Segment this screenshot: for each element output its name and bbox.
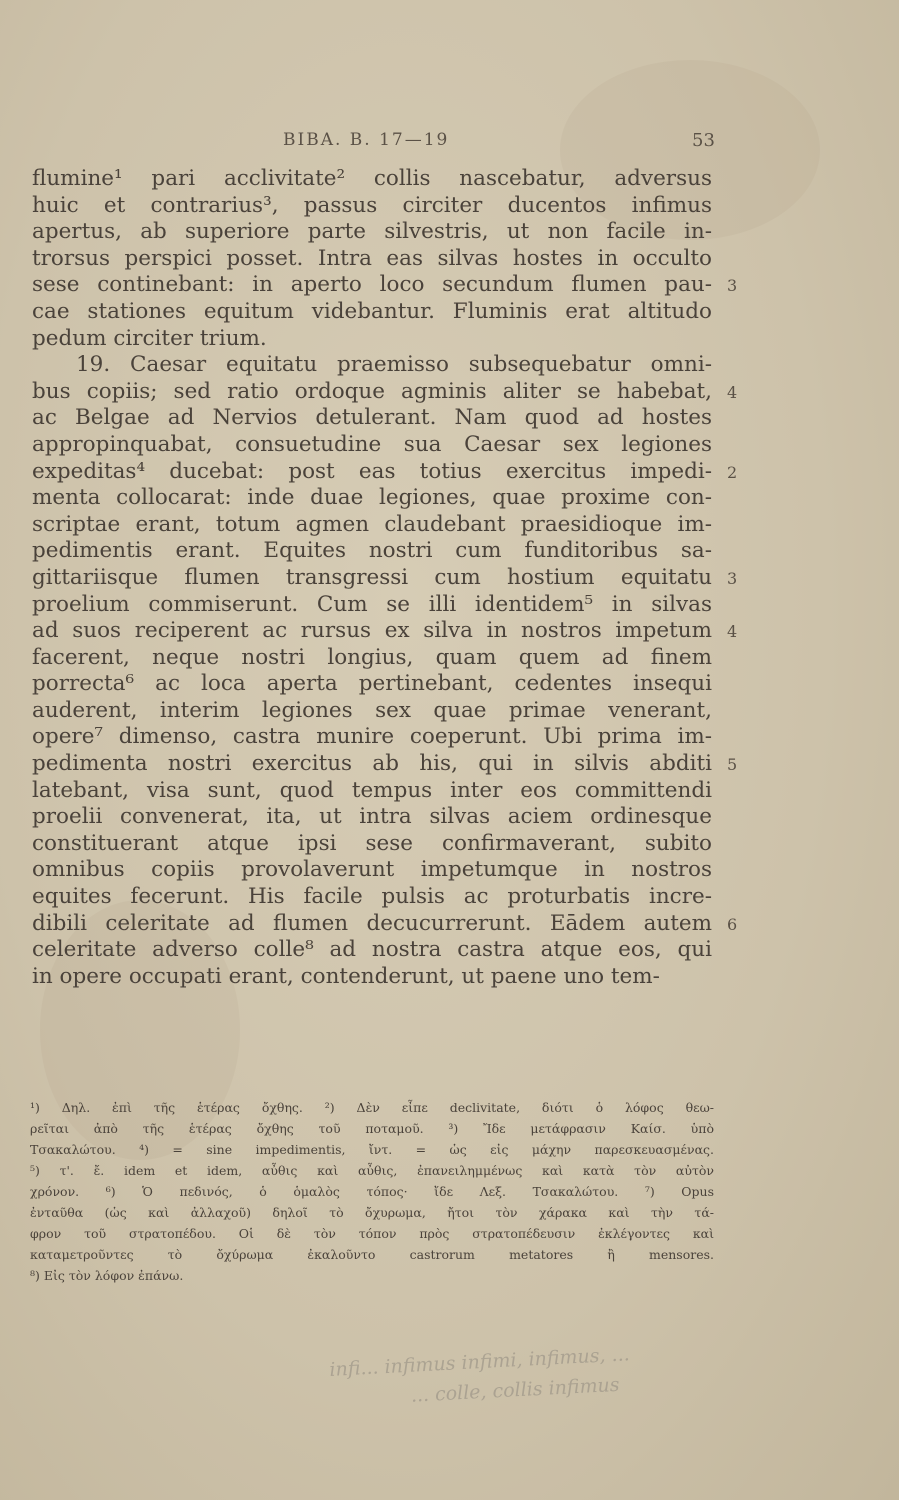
- main-text: [32, 166, 712, 990]
- handwriting-line-1: infi... infimus infimi, infimus, ...: [328, 1343, 631, 1381]
- footnote-line: ἐνταῦθα (ὡς καὶ ἀλλαχοῦ) δηλοῖ τὸ ὄχυρωμα, ἤτοι τὸν χάρακα καὶ τὴν τά-: [30, 1205, 714, 1220]
- text-line: in opere occupati erant, contenderunt, ut paene uno tem-: [32, 963, 660, 989]
- text-line: facerent, neque nostri longius, quam quem ad finem: [32, 644, 712, 670]
- text-line: constituerant atque ipsi sese confirmaverant, subito: [32, 830, 712, 856]
- text-line: pedimentis erant. Equites nostri cum funditoribus sa-: [32, 538, 712, 564]
- margin-number: 3: [727, 569, 738, 588]
- page-number: 53: [692, 130, 715, 151]
- text-line: pedimenta nostri exercitus ab his, qui in silvis abditi: [32, 751, 712, 777]
- text-line: 19. Caesar equitatu praemisso subsequebatur omni-: [76, 352, 712, 378]
- footnote-line: ¹) Δηλ. ἐπὶ τῆς ἑτέρας ὄχθης. ²) Δὲν εἶπε declivitate, διότι ὁ λόφος θεω-: [30, 1100, 714, 1115]
- text-line: dibili celeritate ad flumen decucurrerunt. Eādem autem: [32, 910, 712, 936]
- handwritten-annotation: [329, 1335, 712, 1415]
- text-line: cae stationes equitum videbantur. Fluminis erat altitudo: [32, 298, 712, 324]
- margin-number: 4: [727, 622, 738, 642]
- text-line: scriptae erant, totum agmen claudebant praesidioque im-: [32, 511, 712, 537]
- text-line: appropinquabat, consuetudine sua Caesar sex legiones: [32, 431, 712, 457]
- footnote-line: καταμετροῦντες τὸ ὄχύρωμα ἐκαλοῦντο castrorum metatores ἢ mensores.: [30, 1247, 714, 1262]
- footnote-line: ⁵) τ'. ἔ. idem et idem, αὖθις καὶ αὖθις, ἐπανειλημμένως καὶ κατὰ τὸν αὐτὸν: [30, 1163, 714, 1178]
- text-line: latebant, visa sunt, quod tempus inter eos committendi: [32, 777, 712, 803]
- text-line: flumine¹ pari acclivitate² collis nascebatur, adversus: [32, 166, 712, 191]
- text-line: bus copiis; sed ratio ordoque agminis aliter se habebat,: [32, 378, 712, 404]
- running-header: [0, 130, 899, 160]
- text-line: huic et contrarius³, passus circiter ducentos infimus: [32, 192, 712, 218]
- handwriting-line-2: ... colle, collis infimus: [410, 1373, 621, 1407]
- footnotes: [30, 1097, 714, 1286]
- footnote-line: χρόνον. ⁶) Ὁ πεδινός, ὁ ὁμαλὸς τόπος· ἴδε Λεξ. Τσακαλώτου. ⁷) Opus: [30, 1184, 714, 1199]
- footnote-line: Τσακαλώτου. ⁴) = sine impedimentis, ἴντ. = ὡς εἰς μάχην παρεσκευασμένας.: [30, 1142, 714, 1157]
- text-line: pedum circiter trium.: [32, 325, 267, 351]
- footnote-line: ⁸) Εἰς τὸν λόφον ἐπάνω.: [30, 1268, 184, 1283]
- text-line: proelium commiserunt. Cum se illi identidem⁵ in silvas: [32, 591, 712, 617]
- text-line: equites fecerunt. His facile pulsis ac proturbatis incre-: [32, 884, 712, 910]
- text-line: ad suos reciperent ac rursus ex silva in nostros impetum: [32, 618, 712, 644]
- text-line: gittariisque flumen transgressi cum hostium equitatu: [32, 564, 712, 590]
- text-line: ac Belgae ad Nervios detulerant. Nam quod ad hostes: [32, 405, 712, 431]
- text-line: proelii convenerat, ita, ut intra silvas aciem ordinesque: [32, 804, 712, 830]
- margin-number: 6: [727, 914, 738, 934]
- text-line: opere⁷ dimenso, castra munire coeperunt. Ubi prima im-: [32, 724, 712, 750]
- text-line: menta collocarat: inde duae legiones, quae proxime con-: [32, 485, 712, 511]
- margin-number: 3: [727, 276, 738, 296]
- footnote-line: ρεῖται ἀπὸ τῆς ἑτέρας ὄχθης τοῦ ποταμοῦ. ³) Ἴδε μετάφρασιν Καίσ. ὑπὸ: [30, 1121, 714, 1136]
- text-line: celeritate adverso colle⁸ ad nostra castra atque eos, qui: [32, 937, 712, 963]
- running-title: BIBA. B. 17—19: [283, 130, 450, 150]
- text-line: trorsus perspici posset. Intra eas silvas hostes in occulto: [32, 245, 712, 271]
- margin-number: 2: [727, 462, 738, 482]
- text-line: omnibus copiis provolaverunt impetumque in nostros: [32, 857, 712, 883]
- text-line: porrecta⁶ ac loca aperta pertinebant, cedentes insequi: [32, 671, 712, 697]
- margin-number: 5: [727, 755, 738, 775]
- margin-number: 4: [727, 382, 738, 402]
- text-line: expeditas⁴ ducebat: post eas totius exercitus impedi-: [32, 458, 712, 484]
- text-line: auderent, interim legiones sex quae primae venerant,: [32, 697, 712, 723]
- footnote-line: φρον τοῦ στρατοπέδου. Οἱ δὲ τὸν τόπον πρὸς στρατοπέδευσιν ἐκλέγοντες καὶ: [30, 1226, 714, 1241]
- text-line: apertus, ab superiore parte silvestris, ut non facile in-: [32, 219, 712, 245]
- text-line: sese continebant: in aperto loco secundum flumen pau-: [32, 272, 712, 298]
